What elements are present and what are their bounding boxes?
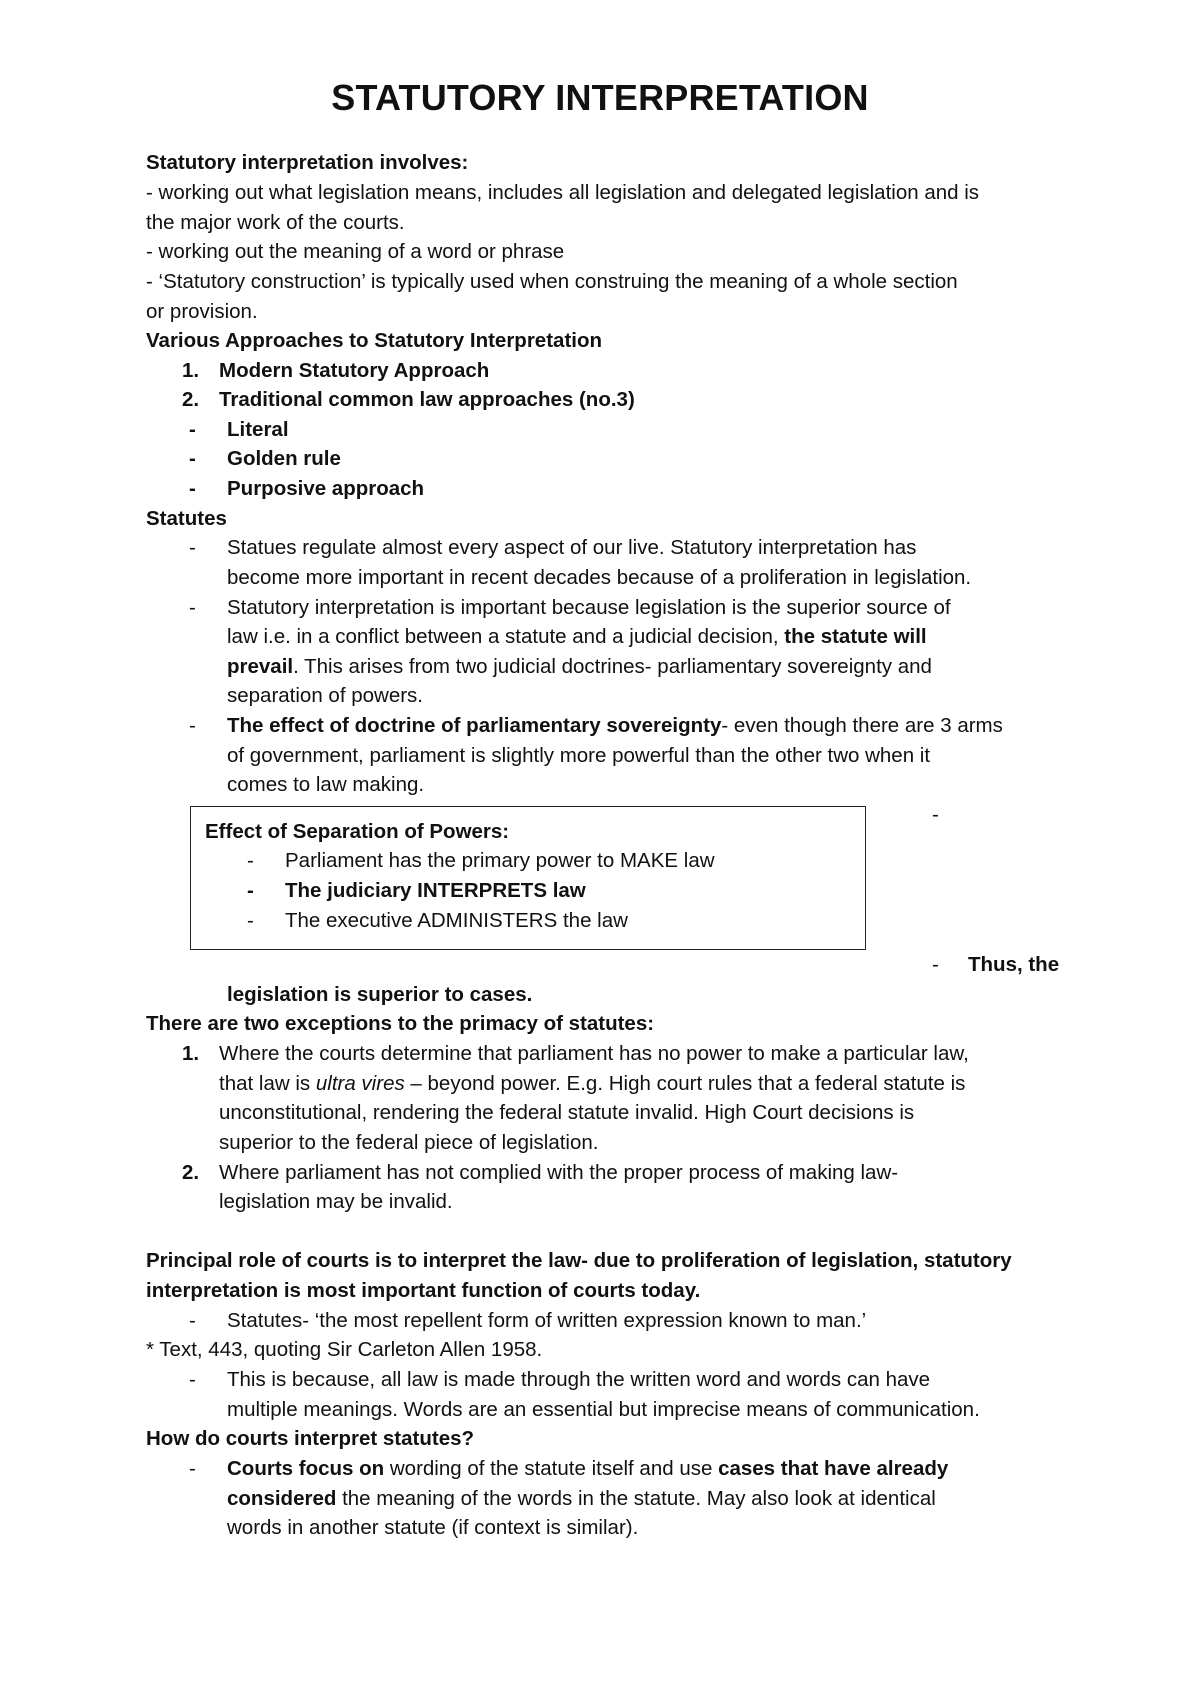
exception-2-line-1: Where parliament has not complied with the proper process of making law- xyxy=(219,1161,899,1184)
approach-traditional: Traditional common law approaches (no.3) xyxy=(219,388,635,411)
bold-run: Courts focus on xyxy=(227,1457,385,1480)
box-item-parliament: Parliament has the primary power to MAKE law xyxy=(285,849,715,872)
bold-run: cases that have already xyxy=(718,1457,949,1480)
exceptions-heading: There are two exceptions to the primacy of statutes: xyxy=(146,1012,655,1035)
statutes-bullet-3-line-2: of government, parliament is slightly more powerful than the other two when it xyxy=(227,744,931,767)
bold-run: prevail xyxy=(227,655,294,678)
text-run: the meaning of the words in the statute. May also look at identical xyxy=(336,1487,936,1510)
bullet-dash: - xyxy=(189,477,196,500)
box-item-judiciary: The judiciary INTERPRETS law xyxy=(285,879,586,902)
text-run: - even though there are 3 arms xyxy=(721,714,1003,737)
exception-1-line-1: Where the courts determine that parliament has no power to make a particular law, xyxy=(219,1042,969,1065)
bold-run: The effect of doctrine of parliamentary sovereignty xyxy=(227,714,722,737)
bullet-dash: - xyxy=(189,418,196,441)
approach-literal: Literal xyxy=(227,418,289,441)
statutes-bullet-1-line-1: Statues regulate almost every aspect of our live. Statutory interpretation has xyxy=(227,536,917,559)
principal-line-1: Principal role of courts is to interpret the law- due to proliferation of legislation, statutory xyxy=(146,1249,1012,1272)
exception-1-line-4: superior to the federal piece of legislation. xyxy=(219,1131,599,1154)
approach-golden-rule: Golden rule xyxy=(227,447,341,470)
how-line-3: words in another statute (if context is similar). xyxy=(227,1516,639,1539)
bold-run: considered xyxy=(227,1487,337,1510)
floating-dash: - xyxy=(932,803,939,826)
separation-of-powers-box xyxy=(190,806,866,950)
approach-modern: Modern Statutory Approach xyxy=(219,359,490,382)
page-title: STATUTORY INTERPRETATION xyxy=(331,77,869,118)
principal-quote: Statutes- ‘the most repellent form of written expression known to man.’ xyxy=(227,1309,867,1332)
statutes-bullet-2-line-1: Statutory interpretation is important because legislation is the superior source of xyxy=(227,596,951,619)
principal-line-2: interpretation is most important function of courts today. xyxy=(146,1279,701,1302)
statutes-bullet-2-line-3 xyxy=(227,652,932,682)
list-number: 2. xyxy=(182,388,200,411)
statutes-bullet-1-line-2: become more important in recent decades because of a proliferation in legislation. xyxy=(227,566,972,589)
approaches-heading: Various Approaches to Statutory Interpretation xyxy=(146,329,603,352)
list-number: 1. xyxy=(182,359,200,382)
bullet-dash: - xyxy=(189,596,196,619)
list-number: 1. xyxy=(182,1042,200,1065)
bullet-dash: - xyxy=(189,1309,196,1332)
thus-text-part-1: Thus, the xyxy=(968,953,1060,976)
statutes-bullet-3-line-3: comes to law making. xyxy=(227,773,425,796)
bullet-dash: - xyxy=(189,1368,196,1391)
bullet-dash: - xyxy=(189,714,196,737)
thus-text-part-2: legislation is superior to cases. xyxy=(227,983,533,1006)
intro-line-4: - ‘Statutory construction’ is typically used when construing the meaning of a whole section xyxy=(146,270,958,293)
intro-heading: Statutory interpretation involves: xyxy=(146,151,469,174)
text-run: that law is xyxy=(219,1072,316,1095)
exception-1-line-2 xyxy=(219,1069,965,1099)
box-item-executive: The executive ADMINISTERS the law xyxy=(285,909,628,932)
text-run: . This arises from two judicial doctrines- parliamentary sovereignty and xyxy=(293,655,932,678)
box-heading: Effect of Separation of Powers: xyxy=(205,820,510,843)
intro-line-2: the major work of the courts. xyxy=(146,211,405,234)
exception-1-line-3: unconstitutional, rendering the federal statute invalid. High Court decisions is xyxy=(219,1101,915,1124)
how-line-2 xyxy=(227,1484,936,1514)
text-run: – beyond power. E.g. High court rules that a federal statute is xyxy=(404,1072,966,1095)
text-run: wording of the statute itself and use xyxy=(384,1457,719,1480)
intro-line-1: - working out what legislation means, includes all legislation and delegated legislation and is xyxy=(146,181,980,204)
how-heading: How do courts interpret statutes? xyxy=(146,1427,475,1450)
how-line-1 xyxy=(227,1454,948,1484)
approach-purposive: Purposive approach xyxy=(227,477,425,500)
intro-line-3: - working out the meaning of a word or phrase xyxy=(146,240,565,263)
statutes-bullet-3-line-1 xyxy=(227,711,1003,741)
italic-run: ultra vires xyxy=(315,1072,405,1095)
bullet-dash: - xyxy=(932,953,939,976)
bullet-dash: - xyxy=(247,909,254,932)
bullet-dash: - xyxy=(247,879,254,902)
bullet-dash: - xyxy=(247,849,254,872)
principal-because-line-1: This is because, all law is made through the written word and words can have xyxy=(227,1368,931,1391)
bullet-dash: - xyxy=(189,1457,196,1480)
bullet-dash: - xyxy=(189,447,196,470)
statutes-heading: Statutes xyxy=(146,507,227,530)
list-number: 2. xyxy=(182,1161,200,1184)
statutes-bullet-2-line-4: separation of powers. xyxy=(227,684,424,707)
intro-line-5: or provision. xyxy=(146,300,258,323)
bold-run: the statute will xyxy=(784,625,927,648)
text-run: law i.e. in a conflict between a statute and a judicial decision, xyxy=(227,625,785,648)
exception-2-line-2: legislation may be invalid. xyxy=(219,1190,453,1213)
statutes-bullet-2-line-2 xyxy=(227,622,927,652)
principal-citation: * Text, 443, quoting Sir Carleton Allen 1958. xyxy=(146,1338,543,1361)
principal-because-line-2: multiple meanings. Words are an essential but imprecise means of communication. xyxy=(227,1398,980,1421)
bullet-dash: - xyxy=(189,536,196,559)
